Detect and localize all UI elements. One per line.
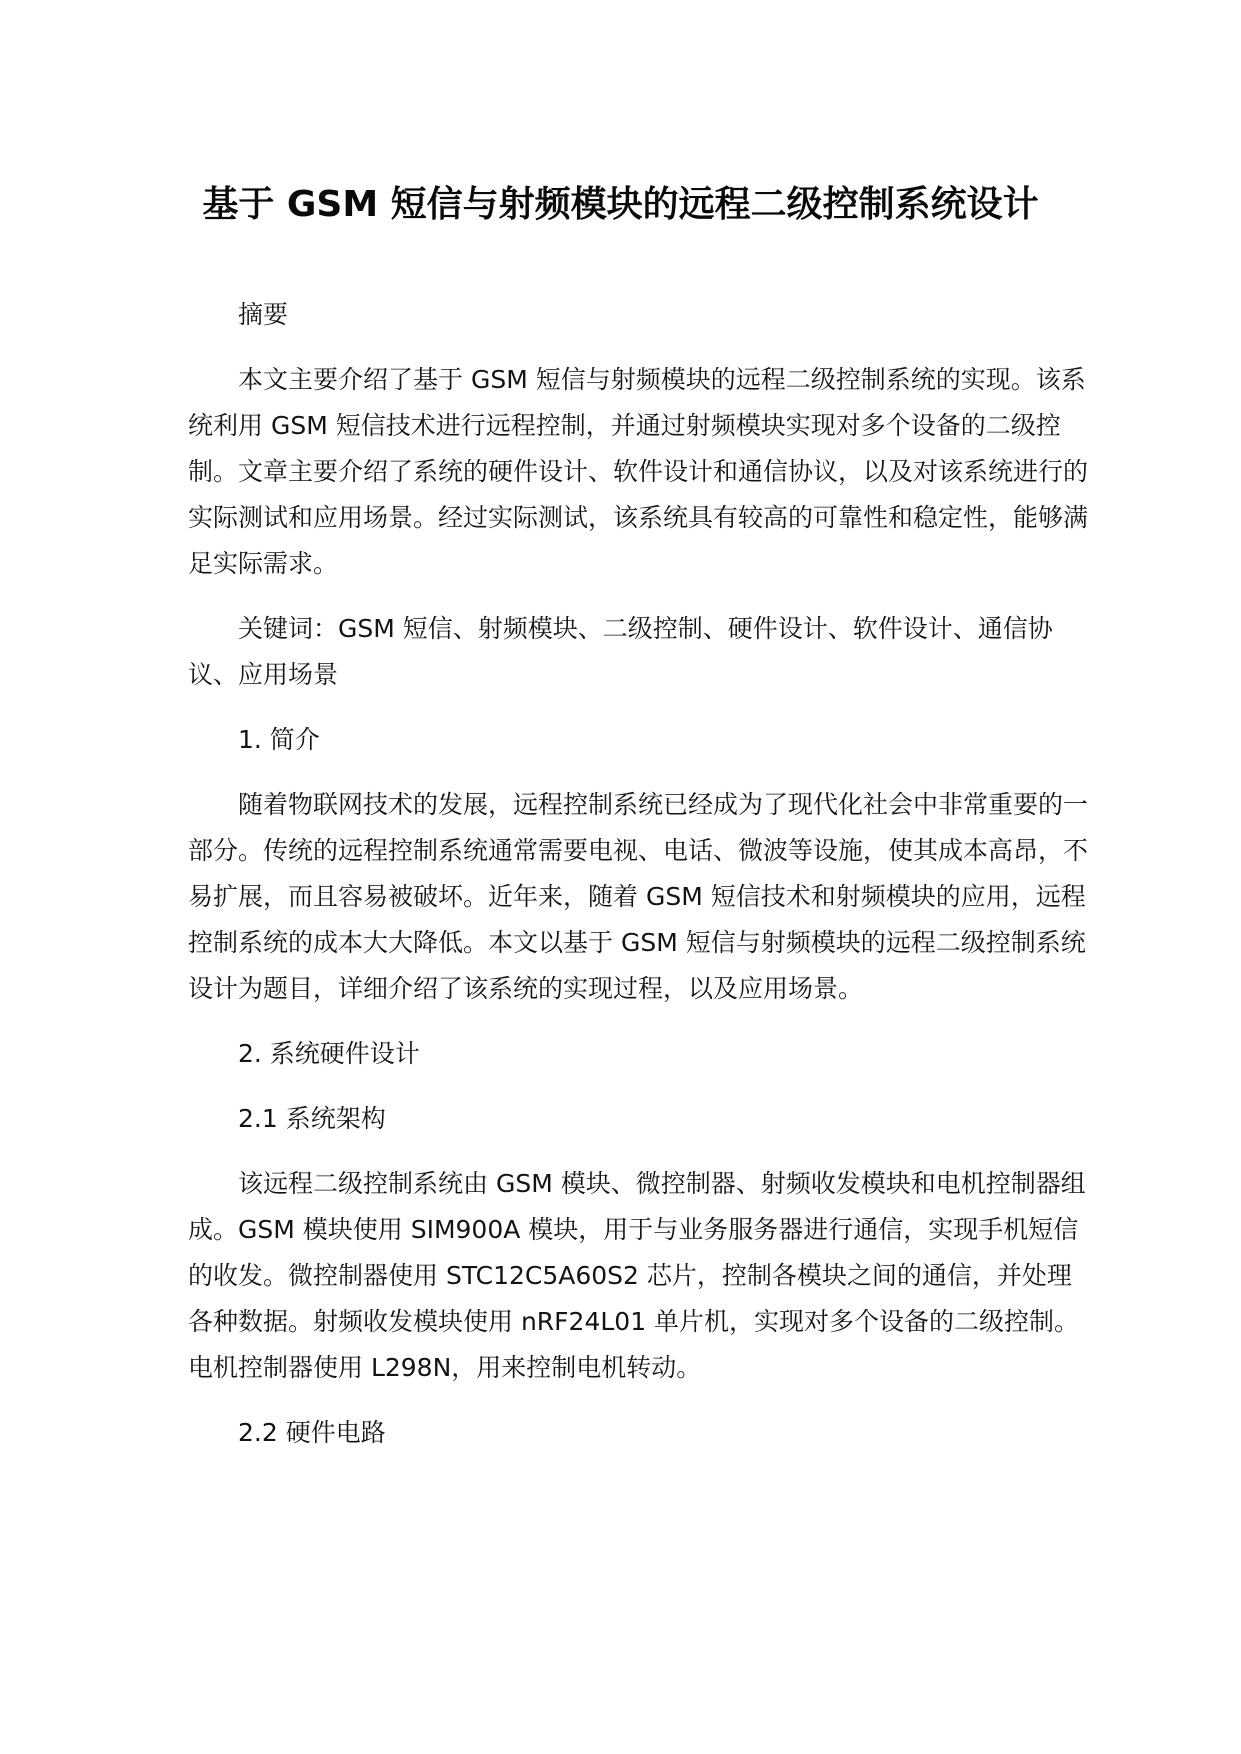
keywords-paragraph: 关键词：GSM 短信、射频模块、二级控制、硬件设计、软件设计、通信协议、应用场景 — [188, 614, 1053, 689]
document-title: 基于 GSM 短信与射频模块的远程二级控制系统设计 — [202, 184, 1039, 225]
section-2-1-paragraph: 该远程二级控制系统由 GSM 模块、微控制器、射频收发模块和电机控制器组成。GSM 模块使用 SIM900A 模块，用于与业务服务器进行通信，实现手机短信的收发。微控制器使用 STC12C5A60S2 芯片，控制各模块之间的通信，并处理各种数据。射频收发模块使用 nRF24L01 单片机，实现对多个设备的二级控制。电机控制器使用 L298N，用来控制电机转动。 — [188, 1169, 1086, 1382]
document-body — [188, 292, 1088, 1475]
section-1-heading: 1. 简介 — [238, 725, 320, 754]
abstract-paragraph: 本文主要介绍了基于 GSM 短信与射频模块的远程二级控制系统的实现。该系统利用 GSM 短信技术进行远程控制，并通过射频模块实现对多个设备的二级控制。文章主要介绍了系统的硬件设计、软件设计和通信协议，以及对该系统进行的实际测试和应用场景。经过实际测试，该系统具有较高的可靠性和稳定性，能够满足实际需求。 — [188, 365, 1089, 578]
section-2-1-heading: 2.1 系统架构 — [238, 1104, 386, 1133]
section-2-2-heading: 2.2 硬件电路 — [238, 1418, 386, 1447]
section-1-paragraph: 随着物联网技术的发展，远程控制系统已经成为了现代化社会中非常重要的一部分。传统的远程控制系统通常需要电视、电话、微波等设施，使其成本高昂，不易扩展，而且容易被破坏。近年来，随着 GSM 短信技术和射频模块的应用，远程控制系统的成本大大降低。本文以基于 GSM 短信与射频模块的远程二级控制系统设计为题目，详细介绍了该系统的实现过程，以及应用场景。 — [188, 790, 1089, 1003]
abstract-heading: 摘要 — [238, 300, 289, 329]
section-2-heading: 2. 系统硬件设计 — [238, 1039, 420, 1068]
